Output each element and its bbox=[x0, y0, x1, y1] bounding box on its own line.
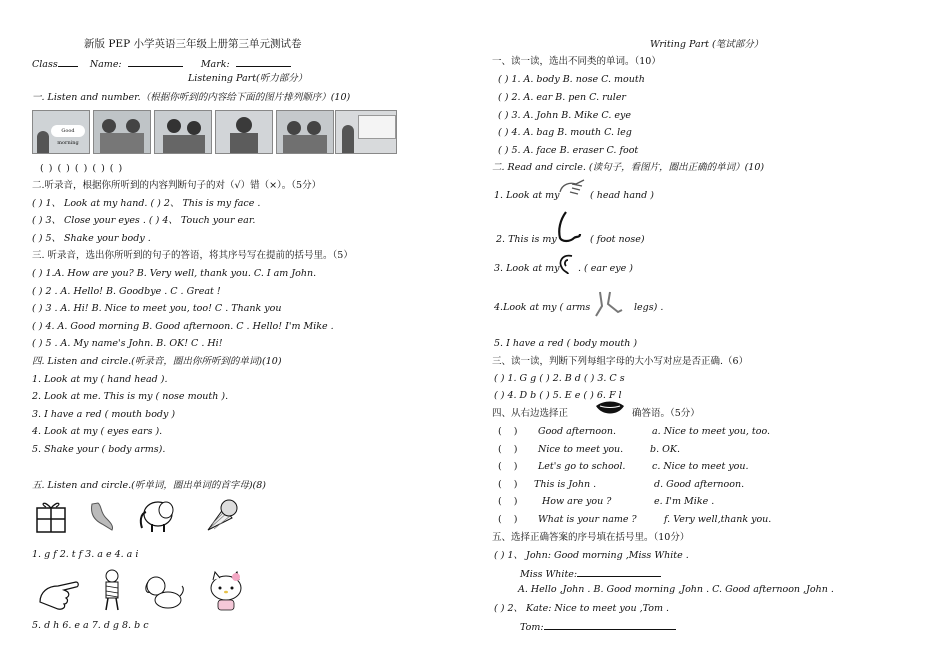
elephant-icon bbox=[136, 496, 176, 534]
photo-3 bbox=[154, 110, 212, 154]
section-2-row-3: ( ) 5、 Shake your body . bbox=[32, 233, 151, 244]
section-2-row-2: ( ) 3、 Close your eyes . ( ) 4、 Touch your ear. bbox=[32, 215, 256, 226]
r-section-4-left-4: This is John . bbox=[534, 479, 597, 490]
mummy-icon bbox=[96, 568, 128, 612]
r-section-5-q2-reply: Tom: bbox=[520, 620, 676, 634]
r-section-2-q1-options: ( head hand ) bbox=[590, 190, 654, 201]
section-3-item-5: ( ) 5 . A. My name's John. B. OK! C . Hi! bbox=[32, 338, 223, 349]
r-section-4-title: 四、从右边选择正 bbox=[492, 408, 569, 419]
photo-4 bbox=[215, 110, 273, 154]
r-section-2-q2: 2. This is my bbox=[496, 234, 557, 245]
photo-5 bbox=[276, 110, 334, 154]
r-section-4-right-d: d. Good afternoon. bbox=[654, 479, 745, 490]
r-section-2-title: 二. Read and circle. (读句子，看图片，圈出正确的单词）(10) bbox=[492, 162, 765, 173]
section-3-item-4: ( ) 4. A. Good morning B. Good afternoon. C . Hello! I'm Mike . bbox=[32, 321, 334, 332]
nose-icon bbox=[550, 210, 586, 246]
section-2-title: 二.听录音，根据你所听到的内容判断句子的对（√）错（×）。（5分） bbox=[32, 180, 322, 191]
r-section-4-right-b: b. OK. bbox=[650, 444, 681, 455]
r-section-2-q2-options: ( foot nose) bbox=[590, 234, 645, 245]
r-section-2-q5: 5. I have a red ( body mouth ) bbox=[494, 338, 638, 349]
section-2-row-1: ( ) 1、 Look at my hand. ( ) 2、 This is my face . bbox=[32, 198, 261, 209]
r-section-4-right-a: a. Nice to meet you, too. bbox=[652, 426, 771, 437]
r-section-5-title: 五、选择正确答案的序号填在括号里。（10分） bbox=[492, 532, 690, 543]
r-section-5-q1-reply: Miss White: bbox=[520, 567, 661, 581]
test-title: 新版 PEP 小学英语三年级上册第三单元测试卷 bbox=[84, 38, 302, 50]
hand-icon bbox=[36, 572, 80, 612]
section-4-item-1: 1. Look at my ( hand head ). bbox=[32, 374, 168, 385]
r-section-1-item-1: ( ) 1. A. body B. nose C. mouth bbox=[498, 74, 645, 85]
section-5-letters-row-2: 5. d h 6. e a 7. d g 8. b c bbox=[32, 620, 149, 631]
r-section-4-left-2: Nice to meet you. bbox=[538, 444, 624, 455]
figure-shape bbox=[37, 131, 49, 153]
section-4-title: 四. Listen and circle.(听录音，圈出你所听到的单词)(10) bbox=[32, 356, 282, 367]
section-3-title: 三. 听录音，选出你所听到的句子的答语，将其序号写在提前的括号里。（5） bbox=[32, 250, 353, 261]
section-1-title: 一. Listen and number.（根据你听到的内容给下面的图片排列顺序）(10) bbox=[32, 92, 351, 103]
r-section-4-right-e: e. I'm Mike . bbox=[654, 496, 715, 507]
r-section-4-left-3: Let's go to school. bbox=[538, 461, 626, 472]
photo-6 bbox=[335, 110, 397, 154]
section-4-item-4: 4. Look at my ( eyes ears ). bbox=[32, 426, 163, 437]
r-section-5-q1-options: A. Hello ,John . B. Good morning ,John . C. Good afternoon ,John . bbox=[518, 584, 834, 595]
listening-part-title: Listening Part(听力部分） bbox=[188, 73, 308, 84]
r-section-4-left-5: How are you ? bbox=[542, 496, 612, 507]
r-section-1-item-2: ( ) 2. A. ear B. pen C. ruler bbox=[498, 92, 626, 103]
ice-cream-icon bbox=[200, 496, 238, 536]
ear-icon bbox=[556, 252, 580, 276]
r-section-4-right-c: c. Nice to meet you. bbox=[652, 461, 749, 472]
section-3-item-3: ( ) 3 . A. Hi! B. Nice to meet you, too! C . Thank you bbox=[32, 303, 282, 314]
section-5-title: 五. Listen and circle.(听单词，圈出单词的首字母)(8) bbox=[32, 480, 266, 491]
r-section-4-left-6: What is your name ? bbox=[538, 514, 637, 525]
r-section-5-q2: ( ) 2、 Kate: Nice to meet you ,Tom . bbox=[494, 603, 670, 614]
r-section-1-item-4: ( ) 4. A. bag B. mouth C. leg bbox=[498, 127, 632, 138]
r-section-2-q3: 3. Look at my bbox=[494, 263, 560, 274]
r-section-3-row-1: ( ) 1. G g ( ) 2. B d ( ) 3. C s bbox=[494, 373, 625, 384]
r-section-3-title: 三、读一读，判断下列每组字母的大小写对应是否正确.（6） bbox=[492, 356, 749, 367]
section-1-answer-brackets: ( ) ( ) ( ) ( ) ( ) bbox=[40, 163, 124, 174]
writing-part-title: Writing Part (笔试部分） bbox=[650, 39, 764, 50]
r-section-2-q4: 4.Look at my ( arms bbox=[494, 302, 591, 313]
dog-icon bbox=[144, 574, 184, 612]
legs-icon bbox=[592, 290, 626, 320]
speech-bubble: Good morning bbox=[51, 125, 85, 137]
r-section-2-q4-legs: legs) . bbox=[634, 302, 664, 313]
section-3-item-1: ( ) 1.A. How are you? B. Very well, thank you. C. I am John. bbox=[32, 268, 317, 279]
r-section-1-item-3: ( ) 3. A. John B. Mike C. eye bbox=[498, 110, 631, 121]
photo-1 bbox=[32, 110, 90, 154]
r-section-2-q1: 1. Look at my bbox=[494, 190, 560, 201]
photo-2 bbox=[93, 110, 151, 154]
hand-icon bbox=[558, 176, 586, 200]
r-section-4-title-end: 确答语。（5分） bbox=[632, 408, 700, 419]
r-section-4-right-f: f. Very well,thank you. bbox=[664, 514, 772, 525]
r-section-1-item-5: ( ) 5. A. face B. eraser C. foot bbox=[498, 145, 639, 156]
r-section-2-q3-options: . ( ear eye ) bbox=[578, 263, 633, 274]
r-section-1-title: 一、读一读，选出不同类的单词。（10） bbox=[492, 56, 661, 67]
mouth-icon bbox=[594, 398, 626, 420]
section-5-letters-row-1: 1. g f 2. t f 3. a e 4. a i bbox=[32, 549, 139, 560]
r-section-3-row-2: ( ) 4. D b ( ) 5. E e ( ) 6. F l bbox=[494, 390, 622, 401]
r-section-5-q1: ( ) 1、 John: Good morning ,Miss White . bbox=[494, 550, 689, 561]
section-4-item-3: 3. I have a red ( mouth body ) bbox=[32, 409, 176, 420]
section-4-item-5: 5. Shake your ( body arms). bbox=[32, 444, 166, 455]
r-section-4-left-1: Good afternoon. bbox=[538, 426, 616, 437]
section-4-item-2: 2. Look at me. This is my ( nose mouth ). bbox=[32, 391, 229, 402]
hello-kitty-icon bbox=[206, 568, 246, 612]
gift-icon bbox=[34, 498, 68, 534]
section-3-item-2: ( ) 2 . A. Hello! B. Goodbye . C . Great ! bbox=[32, 286, 221, 297]
foot-icon bbox=[86, 500, 116, 534]
class-row: Class Name: Mark: bbox=[32, 57, 291, 71]
